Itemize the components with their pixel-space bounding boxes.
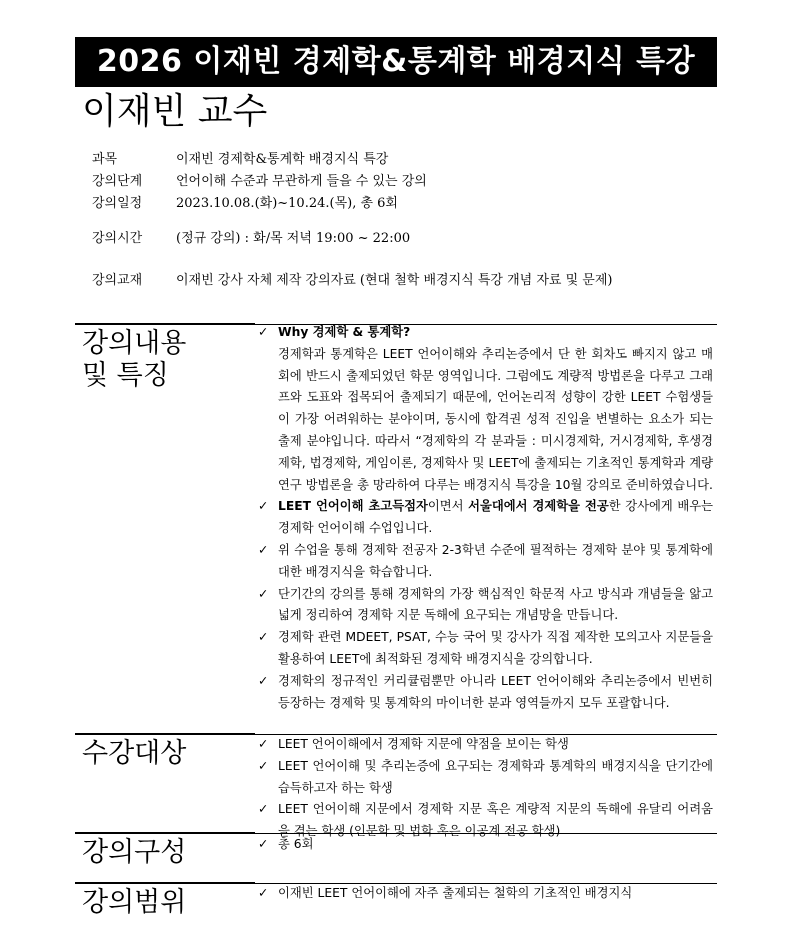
info-value: 2023.10.08.(화)~10.24.(목), 총 6회 xyxy=(176,196,398,211)
target-list xyxy=(258,734,713,843)
info-row-time xyxy=(92,227,410,246)
list-item xyxy=(258,496,713,540)
check-icon: ✓ xyxy=(258,325,269,339)
scope-text: 이재빈 LEET 언어이해에 자주 출제되는 철학의 기초적인 배경지식 xyxy=(278,886,633,900)
target-text: LEET 언어이해 및 추리논증에 요구되는 경제학과 통계학의 배경지식을 단기간에 습득하고자 하는 학생 xyxy=(278,758,713,795)
target-heading: 수강대상 xyxy=(82,738,187,769)
info-value: 이재빈 경제학&통계학 배경지식 특강 xyxy=(176,152,389,167)
feature-text: 경제학의 정규적인 커리큘럼뿐만 아니라 LEET 언어이해와 추리논증에서 빈번히 등장하는 경제학 및 통계학의 마이너한 분과 영역들까지 모두 포괄합니다. xyxy=(278,673,713,710)
info-row-material xyxy=(92,269,612,288)
feature-bold-text: 서울대에서 경제학을 전공 xyxy=(468,499,609,514)
check-icon: ✓ xyxy=(258,499,269,514)
section-divider xyxy=(75,882,255,884)
features-heading-line2: 및 특징 xyxy=(82,360,169,391)
composition-text: 총 6회 xyxy=(278,837,314,851)
check-icon: ✓ xyxy=(258,737,269,751)
scope-list xyxy=(258,883,713,905)
professor-name: 이재빈 교수 xyxy=(82,91,268,132)
section-divider xyxy=(75,323,255,325)
feature-bold-text: LEET 언어이해 초고득점자 xyxy=(278,499,428,514)
section-divider xyxy=(75,733,255,735)
check-icon: ✓ xyxy=(258,886,269,900)
feature-text: 한 강사에게 배우는 경제학 언어이해 수업입니다. xyxy=(278,499,714,536)
info-value: (정규 강의) : 화/목 저녁 19:00 ~ 22:00 xyxy=(176,231,411,246)
check-icon: ✓ xyxy=(258,673,269,688)
info-label: 강의시간 xyxy=(92,231,143,246)
scope-heading: 강의범위 xyxy=(82,887,187,918)
check-icon: ✓ xyxy=(258,837,269,851)
feature-text: 단기간의 강의를 통해 경제학의 가장 핵심적인 학문적 사고 방식과 개념들을 앎고 넓게 정리하여 경제학 지문 독해에 요구되는 개념망을 만듭니다. xyxy=(278,586,713,623)
list-item xyxy=(258,540,713,584)
features-heading-line1: 강의내용 xyxy=(82,328,187,359)
check-icon: ✓ xyxy=(258,542,269,557)
list-item xyxy=(258,756,713,800)
info-label: 강의일정 xyxy=(92,196,143,211)
list-item xyxy=(258,883,713,905)
feature-title: Why 경제학 & 통계학? xyxy=(278,325,411,339)
info-value: 언어이해 수준과 무관하게 들을 수 있는 강의 xyxy=(176,174,427,189)
info-label: 강의단계 xyxy=(92,174,143,189)
info-value: 이재빈 강사 자체 제작 강의자료 (현대 철학 배경지식 특강 개념 자료 및 문제) xyxy=(176,273,613,288)
target-text: LEET 언어이해에서 경제학 지문에 약점을 보이는 학생 xyxy=(278,737,569,751)
info-label: 강의교재 xyxy=(92,273,143,288)
info-row-schedule xyxy=(92,192,398,211)
check-icon: ✓ xyxy=(258,758,269,773)
check-icon: ✓ xyxy=(258,586,269,601)
composition-heading: 강의구성 xyxy=(82,837,187,868)
list-item xyxy=(258,734,713,756)
feature-body: 경제학과 통계학은 LEET 언어이해와 추리논증에서 단 한 회차도 빠지지 않고 매회에 반드시 출제되었던 학문 영역입니다. 그럼에도 계량적 방법론을 다루고 그래프와 도표와 접목되어 출제되기 때문에, 언어논리적 성향이 강한 LEET 수험생들이 가장 어려워하는 분야이며, 동시에 합격권 성적 진입을 변별하는 요소가 되는 출제 분야입니다. 따라서 “경제학의 각 분과들 : 미시경제학, 거시경제학, 후생경제학, 법경제학, 게임이론, 경제학사 및 LEET에 출제되는 기초적인 통계학과 계량연구 방법론을 총 망라하여 다루는 배경지식 특강을 10월 강의로 준비하였습니다. xyxy=(278,346,713,492)
list-item xyxy=(258,834,713,856)
feature-text: 경제학 관련 MDEET, PSAT, 수능 국어 및 강사가 직접 제작한 모의고사 지문들을 활용하여 LEET에 최적화된 경제학 배경지식을 강의합니다. xyxy=(278,630,713,666)
list-item xyxy=(258,627,713,671)
target-text: LEET 언어이해 지문에서 경제학 지문 혹은 계량적 지문의 독해에 유달리 어려움을 겪는 학생 (인문학 및 법학 혹은 이공계 전공 학생) xyxy=(278,802,713,839)
features-list xyxy=(258,322,713,714)
feature-text: 위 수업을 통해 경제학 전공자 2-3학년 수준에 필적하는 경제학 분야 및 통계학에 대한 배경지식을 학습합니다. xyxy=(278,542,713,579)
info-row-level xyxy=(92,170,427,189)
list-item xyxy=(258,671,713,715)
info-label: 과목 xyxy=(92,152,118,167)
page-title: 2026 이재빈 경제학&통계학 배경지식 특강 xyxy=(75,37,717,87)
check-icon: ✓ xyxy=(258,630,269,645)
check-icon: ✓ xyxy=(258,802,269,817)
info-row-course xyxy=(92,148,388,167)
section-divider xyxy=(75,832,255,834)
list-item xyxy=(258,322,713,496)
features-heading xyxy=(82,328,186,392)
feature-text: 이면서 xyxy=(427,499,469,514)
composition-list xyxy=(258,834,713,856)
list-item xyxy=(258,584,713,628)
